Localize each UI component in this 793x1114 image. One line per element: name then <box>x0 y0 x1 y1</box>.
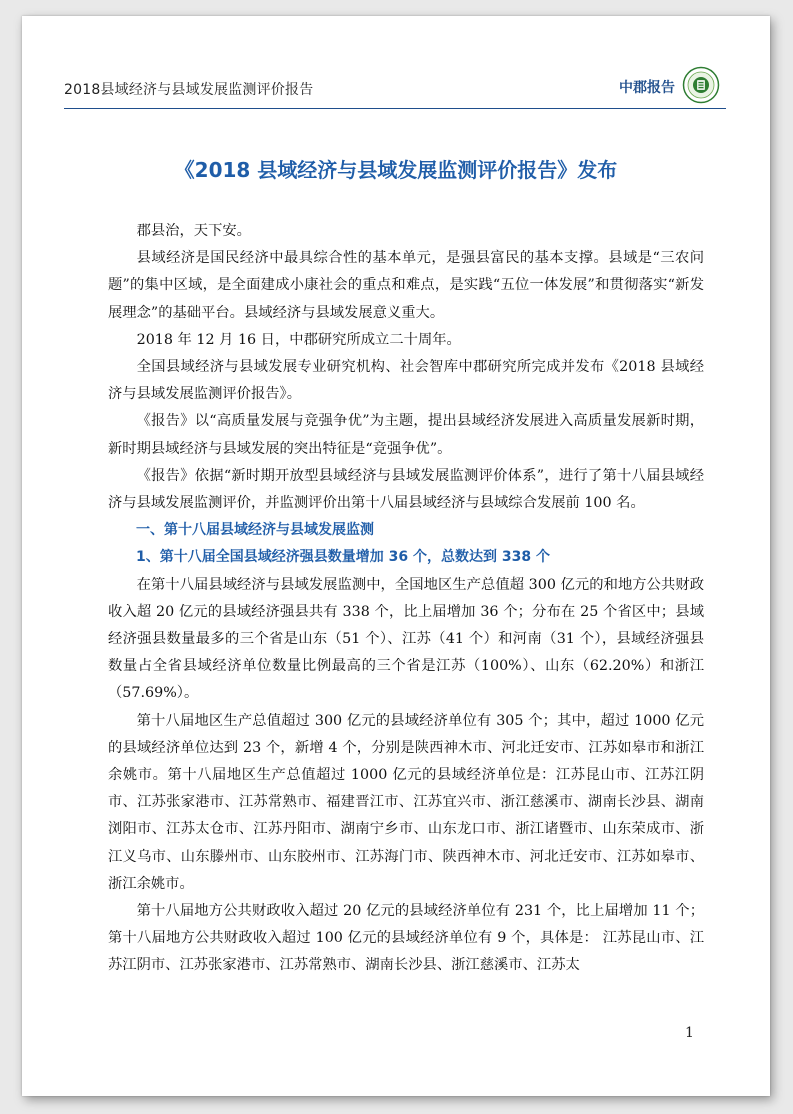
paragraph: 《报告》依据“新时期开放型县域经济与县域发展监测评价体系”，进行了第十八届县域经济与县域发展监测评价，并监测评价出第十八届县域经济与县域综合发展前 100 名。 <box>108 467 704 512</box>
section-heading: 一、第十八届县域经济与县域发展监测 <box>136 522 374 539</box>
document-page <box>22 16 770 1096</box>
paragraph: 郡县治，天下安。 <box>136 223 251 239</box>
paragraph: 第十八届地方公共财政收入超过 20 亿元的县域经济单位有 231 个，比上届增加 11 个；第十八届地方公共财政收入超过 100 亿元的县域经济单位有 9 个，具体是： 江苏昆山市、江苏江阴市、江苏张家港市、江苏常熟市、湖南长沙县、浙江慈溪市、江苏太 <box>108 903 704 974</box>
document-body <box>108 218 704 980</box>
paragraph: 2018 年 12 月 16 日，中郡研究所成立二十周年。 <box>136 331 461 348</box>
document-title: 《2018 县域经济与县域发展监测评价报告》发布 <box>174 158 618 182</box>
paragraph: 全国县域经济与县域发展专业研究机构、社会智库中郡研究所完成并发布《2018 县域经济与县域发展监测评价报告》。 <box>108 359 704 403</box>
paragraph: 《报告》以“高质量发展与竞强争优”为主题，提出县域经济发展进入高质量发展新时期，新时期县域经济与县域发展的突出特征是“竞强争优”。 <box>108 413 704 457</box>
zhongjun-seal-logo-icon <box>682 66 720 104</box>
running-header-title: 2018县域经济与县域发展监测评价报告 <box>64 82 314 98</box>
paragraph: 县域经济是国民经济中最具综合性的基本单元，是强县富民的基本支撑。县域是“三农问题”的集中区域，是全面建成小康社会的重点和难点，是实践“五位一体发展”和贯彻落实“新发展理念”的基础平台。县域经济与县域发展意义重大。 <box>108 250 704 321</box>
subsection-heading: 1、第十八届全国县域经济强县数量增加 36 个，总数达到 338 个 <box>136 549 550 566</box>
page-number: 1 <box>685 1025 694 1041</box>
header-divider <box>64 108 726 109</box>
paragraph: 第十八届地区生产总值超过 300 亿元的县域经济单位有 305 个；其中，超过 1000 亿元的县域经济单位达到 23 个，新增 4 个，分别是陕西神木市、河北迁安市、江苏如皋市和浙江余姚市。第十八届地区生产总值超过 1000 亿元的县域经济单位是：江苏昆山市、江苏江阴市、江苏张家港市、江苏常熟市、福建晋江市、江苏宜兴市、浙江慈溪市、湖南长沙县、湖南浏阳市、江苏太仓市、江苏丹阳市、湖南宁乡市、山东龙口市、浙江诸暨市、山东荣成市、浙江义乌市、山东滕州市、山东胶州市、江苏海门市、陕西神木市、河北迁安市、江苏如皋市、浙江余姚市。 <box>108 712 704 892</box>
paragraph: 在第十八届县域经济与县域发展监测中，全国地区生产总值超 300 亿元的和地方公共财政收入超 20 亿元的县域经济强县共有 338 个，比上届增加 36 个；分布在 25 个省区中；县域经济强县数量最多的三个省是山东（51 个）、江苏（41 个）和河南（31 个），县域经济强县数量占全省县域经济单位数量比例最高的三个省是江苏（100%）、山东（62.20%）和浙江（57.69%）。 <box>108 576 704 702</box>
brand-name: 中郡报告 <box>619 80 675 96</box>
